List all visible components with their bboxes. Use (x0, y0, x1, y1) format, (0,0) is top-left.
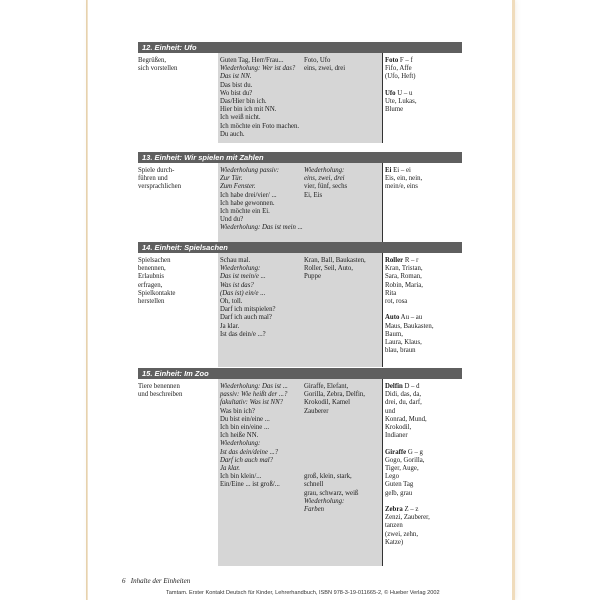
goals-cell (138, 383, 218, 399)
cell-line: passiv: Wie heißt der ...? (220, 391, 288, 399)
cell-line: Ich möchte ein Foto machen. (220, 122, 300, 130)
unit-header: 12. Einheit: Ufo (138, 42, 462, 53)
cell-line: Auto Au – au (385, 314, 423, 322)
cell-line (304, 424, 378, 432)
words-cell (304, 167, 378, 200)
cell-line: Wiederholung: Das ist ... (220, 383, 288, 390)
cell-line: Ich habe gewonnen. (220, 199, 275, 207)
cell-line: Ich bin ein/eine ... (220, 424, 270, 432)
cell-line: groß, klein, stark, (304, 473, 352, 481)
cell-line: grau, schwarz, weiß (304, 489, 359, 497)
cell-line: eins, zwei, drei (304, 175, 345, 183)
cell-line: Du bist ein/eine ... (220, 415, 270, 423)
cell-line: herstellen (138, 298, 165, 306)
unit-header: 14. Einheit: Spielsachen (138, 242, 462, 253)
cell-line: Laura, Klaus, (385, 339, 422, 347)
words-cell (304, 383, 378, 514)
unit-14-section (138, 242, 462, 367)
cell-line: Zum Fenster. (220, 183, 256, 191)
cell-line: Baum, (385, 330, 403, 338)
cell-line: Zenzi, Zauberer, (385, 514, 430, 522)
goals-cell (138, 167, 218, 192)
cell-line: Blume (385, 106, 404, 114)
cell-line: Wo bist du? (220, 89, 253, 97)
cell-line: Roller, Seil, Auto, (304, 265, 354, 273)
phrases-cell (218, 57, 304, 139)
cell-line: Didi, das, da, (385, 391, 422, 399)
cell-line: Das ist mein/e ... (220, 273, 266, 281)
cell-line: Hier bin ich mit NN. (220, 106, 277, 114)
cell-line: und beschreiben (138, 391, 183, 399)
unit-15-section (138, 368, 462, 566)
cell-line: Schau mal. (220, 257, 251, 264)
cell-line: Spielkontakte (138, 289, 176, 297)
cell-line (304, 440, 378, 448)
words-cell (304, 257, 378, 282)
cell-line: und (385, 407, 396, 415)
cell-line: Eis, ein, nein, (385, 175, 423, 183)
cell-line: Ich habe drei/vier/ ... (220, 191, 277, 199)
cell-line: sich vorstellen (138, 65, 178, 73)
cell-line: fakultativ: Was ist NN? (220, 399, 284, 407)
cell-line: Darf ich auch mal? (220, 456, 274, 464)
cell-line: Roller R – r (385, 257, 419, 264)
cell-line: Ei Ei – ei (385, 167, 411, 174)
cell-line: Begrüßen, (138, 57, 167, 64)
cell-line: Ist das dein/e ...? (220, 330, 266, 338)
page-edge-right (512, 0, 515, 600)
cell-line: Puppe (304, 273, 321, 281)
cell-line: Ufo U – u (385, 89, 413, 97)
cell-line: Fifo, Affe (385, 65, 412, 73)
cell-line: Ich möchte ein Ei. (220, 208, 270, 216)
words-cell (304, 57, 378, 73)
cell-line: Ja klar. (220, 322, 240, 330)
cell-line: Wiederholung: (220, 265, 261, 273)
cell-line: Ute, Lukas, (385, 98, 417, 106)
cell-line: Krokodil, (385, 424, 412, 432)
cell-line: Wiederholung: (304, 497, 345, 505)
cell-line: Ich heiße NN. (220, 432, 259, 440)
cell-line: Darf ich auch mal? (220, 314, 272, 322)
cell-line: versprachlichen (138, 183, 182, 191)
unit-header: 15. Einheit: Im Zoo (138, 368, 462, 379)
cell-line: drei, du, darf, (385, 399, 422, 407)
cell-line: Was bin ich? (220, 407, 255, 415)
cell-line (304, 432, 378, 440)
cell-line: vier, fünf, sechs (304, 183, 348, 191)
cell-line: Du auch. (220, 130, 245, 138)
cell-line: Zebra Z – z (385, 506, 419, 514)
cell-line: Sara, Roman, (385, 273, 422, 281)
cell-line: Wiederholung passiv: (220, 167, 279, 174)
page-running-title: Inhalte der Einheiten (130, 577, 191, 585)
cell-line: eins, zwei, drei (304, 65, 346, 73)
cell-line: Krokodil, Kamel (304, 399, 351, 407)
cell-line: Wiederholung: Wer ist das? (220, 65, 296, 73)
phrases-cell (218, 257, 304, 339)
cell-line: Ich bin klein/... (220, 473, 262, 481)
cell-line: Und du? (220, 216, 244, 224)
cell-line: führen und (138, 175, 168, 183)
cell-line: Guten Tag, Herr/Frau... (220, 57, 284, 64)
cell-line: Spiele durch- (138, 167, 175, 174)
cell-line: Das bist du. (220, 81, 253, 89)
sounds-cell (382, 57, 463, 114)
cell-line: Gorilla, Zebra, Delfin, (304, 391, 365, 399)
cell-line: Giraffe, Elefant, (304, 383, 349, 390)
sounds-cell (382, 167, 463, 192)
page-footer (122, 577, 190, 585)
page-number: 6 (122, 577, 126, 585)
cell-line: Kran, Ball, Baukasten, (304, 257, 366, 264)
cell-line: Gogo, Gorilla, (385, 456, 425, 464)
sounds-cell (382, 383, 463, 547)
cell-line: gelb, grau (385, 489, 413, 497)
cell-line: schnell (304, 481, 324, 489)
cell-line: Kran, Tristan, (385, 265, 423, 273)
cell-line: Erlaubnis (138, 273, 165, 281)
cell-line: Robin, Maria, (385, 281, 423, 289)
cell-line: Ein/Eine ... ist groß/... (220, 481, 280, 489)
cell-line: Lego (385, 473, 399, 481)
cell-line: benennen, (138, 265, 166, 273)
phrases-cell (218, 383, 304, 490)
cell-line: Konrad, Mund, (385, 415, 427, 423)
cell-line: Ja klar. (220, 465, 241, 473)
cell-line: Maus, Baukasten, (385, 322, 434, 330)
cell-line (304, 457, 378, 465)
cell-line: Giraffe G – g (385, 448, 423, 456)
cell-line (304, 465, 378, 473)
cell-line (385, 498, 463, 506)
cell-line: erfragen, (138, 281, 163, 289)
cell-line: Ist das dein/deine ...? (220, 448, 279, 456)
cell-line: Guten Tag (385, 481, 414, 489)
cell-line: Wiederholung: Das ist mein ... (220, 224, 303, 232)
cell-line: Das ist NN. (220, 73, 252, 81)
cell-line (385, 440, 463, 448)
goals-cell (138, 57, 218, 73)
cell-line: Katze) (385, 538, 404, 546)
sounds-cell (382, 257, 463, 355)
cell-line: Farben (304, 506, 325, 514)
cell-line: Wiederholung: (304, 167, 345, 174)
cell-line: tanzen (385, 522, 403, 530)
cell-line: Delfin D – d (385, 383, 420, 390)
unit-13-section (138, 152, 462, 243)
cell-line: Was ist das? (220, 281, 254, 289)
cell-line: Wiederholung: (220, 440, 261, 448)
cell-line: (zwei, zehn, (385, 530, 419, 538)
cell-line (304, 416, 378, 424)
cell-line: Oh, toll. (220, 298, 243, 306)
copyright-line: Tamtam. Erster Kontakt Deutsch für Kinder, Lehrerhandbuch, ISBN 978-3-19-011665-2, © Hueber Verlag 2002 (166, 590, 440, 596)
cell-line (385, 306, 463, 314)
cell-line: Rita (385, 289, 397, 297)
cell-line: (Das ist) ein/e ... (220, 289, 266, 297)
cell-line: Indianer (385, 432, 408, 440)
unit-header: 13. Einheit: Wir spielen mit Zahlen (138, 152, 462, 163)
cell-line: blau, braun (385, 347, 416, 355)
cell-line: rot, rosa (385, 298, 408, 306)
cell-line (304, 449, 378, 457)
goals-cell (138, 257, 218, 306)
cell-line: Foto, Ufo (304, 57, 331, 64)
cell-line: Tiger, Auge, (385, 465, 419, 473)
phrases-cell (218, 167, 304, 233)
cell-line: mein/e, eins (385, 183, 418, 191)
cell-line: Ich weiß nicht. (220, 114, 261, 122)
cell-line: Tiere benennen (138, 383, 180, 390)
cell-line: Darf ich mitspielen? (220, 306, 276, 314)
cell-line: Foto F – f (385, 57, 413, 64)
cell-line: Ei, Eis (304, 191, 323, 199)
cell-line: Zur Tür. (220, 175, 243, 183)
cell-line (385, 82, 463, 90)
unit-12-section (138, 42, 462, 143)
cell-line: Zauberer (304, 407, 329, 415)
cell-line: Das/Hier bin ich. (220, 98, 267, 106)
cell-line: (Ufo, Heft) (385, 73, 416, 81)
cell-line: Spielsachen (138, 257, 171, 264)
